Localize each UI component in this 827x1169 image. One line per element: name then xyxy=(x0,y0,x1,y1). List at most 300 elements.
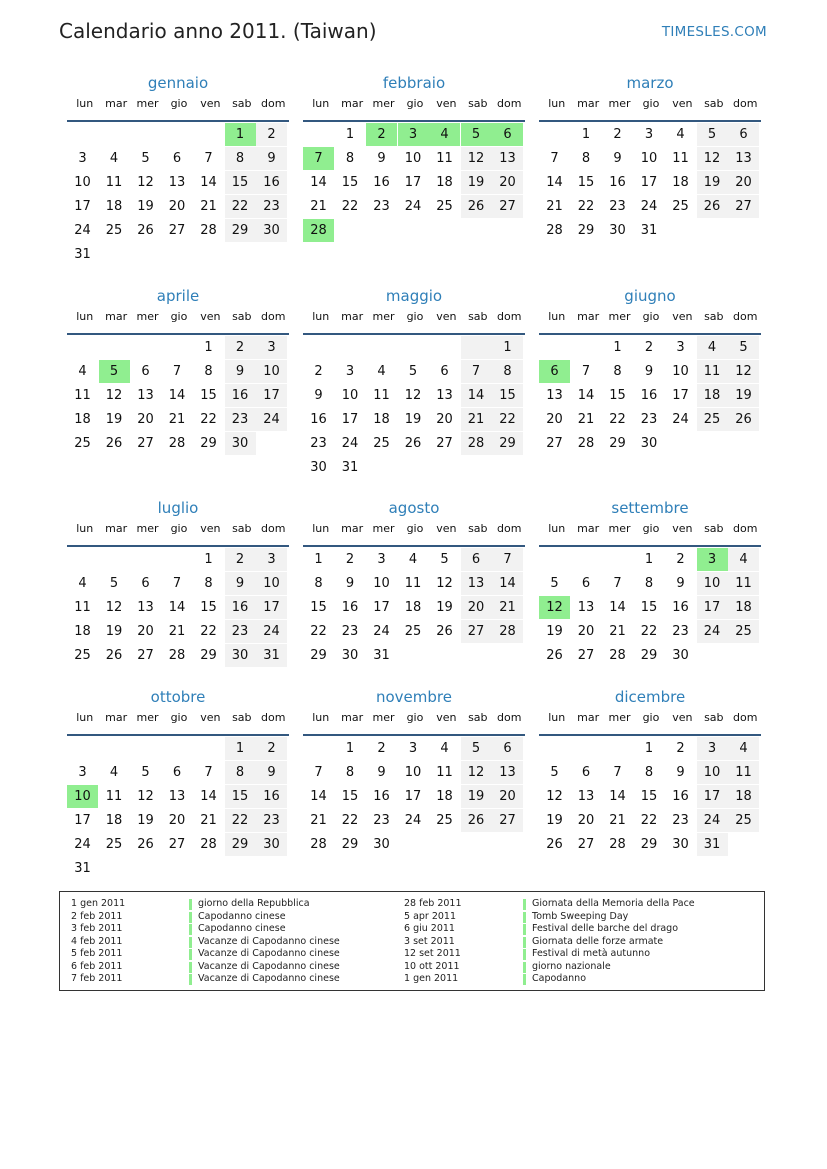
holiday-day: 12 xyxy=(539,596,570,619)
day-cell: 8 xyxy=(314,576,323,591)
day-cell: 19 xyxy=(105,412,123,427)
month-name: settembre xyxy=(611,499,689,517)
day-cell: 9 xyxy=(345,576,355,591)
weekday-label: gio xyxy=(642,310,660,323)
day-cell: 19 xyxy=(546,624,563,639)
day-cell: 24 xyxy=(697,809,728,832)
month-dicembre xyxy=(539,686,761,881)
weekday-label: sab xyxy=(468,522,488,535)
day-cell: 28 xyxy=(609,648,626,663)
day-cell: 18 xyxy=(697,384,728,407)
day-cell: 22 xyxy=(310,624,327,639)
legend-date: 7 feb 2011 xyxy=(71,973,123,984)
weekday-label: gio xyxy=(406,310,424,323)
weekday-label: mar xyxy=(577,310,600,323)
day-cell: 17 xyxy=(697,596,728,619)
day-cell: 18 xyxy=(404,600,422,615)
day-cell: 4 xyxy=(109,765,119,780)
day-cell: 25 xyxy=(404,624,422,639)
legend-color-marker xyxy=(189,949,192,960)
legend-date: 6 feb 2011 xyxy=(71,960,123,972)
day-cell: 23 xyxy=(672,624,689,639)
day-cell: 11 xyxy=(105,789,123,804)
day-cell: 27 xyxy=(168,223,186,238)
day-cell: 9 xyxy=(225,572,256,595)
day-cell: 4 xyxy=(440,741,449,756)
day-cell: 13 xyxy=(577,600,595,615)
day-cell: 23 xyxy=(256,195,287,218)
day-cell: 11 xyxy=(74,388,91,403)
day-cell: 8 xyxy=(204,364,213,379)
day-cell: 2 xyxy=(256,123,287,146)
day-cell: 15 xyxy=(577,175,595,190)
day-cell: 18 xyxy=(436,175,453,190)
day-cell: 23 xyxy=(672,813,689,828)
holiday-day: 28 xyxy=(303,219,334,242)
day-cell: 24 xyxy=(256,620,287,643)
day-cell: 26 xyxy=(105,648,123,663)
legend-date: 10 ott 2011 xyxy=(404,960,460,972)
day-cell: 3 xyxy=(697,737,728,760)
weekday-label: lun xyxy=(76,97,94,110)
day-cell: 14 xyxy=(310,789,327,804)
day-cell: 17 xyxy=(640,175,658,190)
day-cell: 15 xyxy=(609,388,626,403)
legend-holiday-name: Capodanno cinese xyxy=(198,910,286,922)
weekday-label: mer xyxy=(372,97,395,110)
day-cell: 1 xyxy=(644,741,654,756)
day-cell: 31 xyxy=(74,247,91,262)
weekday-label: sab xyxy=(468,310,488,323)
weekday-label: ven xyxy=(672,97,693,110)
day-cell: 16 xyxy=(672,789,689,804)
day-cell: 13 xyxy=(728,147,759,170)
day-cell: 6 xyxy=(492,737,523,760)
day-cell: 25 xyxy=(74,648,91,663)
day-cell: 15 xyxy=(492,384,523,407)
day-cell: 5 xyxy=(697,123,728,146)
weekday-label: mer xyxy=(608,711,631,724)
day-cell: 11 xyxy=(728,761,759,784)
day-cell: 12 xyxy=(137,789,154,804)
day-cell: 22 xyxy=(609,412,626,427)
weekday-label: lun xyxy=(76,711,94,724)
legend-date: 5 apr 2011 xyxy=(404,910,457,922)
weekday-label: ven xyxy=(436,711,457,724)
day-cell: 8 xyxy=(225,761,256,784)
day-cell: 20 xyxy=(168,813,186,828)
holiday-day: 10 xyxy=(67,785,98,808)
weekday-header xyxy=(303,94,525,122)
day-cell: 8 xyxy=(345,151,355,166)
day-cell: 20 xyxy=(137,412,154,427)
day-cell: 29 xyxy=(310,648,327,663)
holiday-day: 5 xyxy=(99,360,130,383)
day-cell: 4 xyxy=(109,151,119,166)
day-cell: 31 xyxy=(697,833,728,856)
weekday-header xyxy=(67,519,289,547)
day-cell: 21 xyxy=(577,412,595,427)
day-cell: 20 xyxy=(137,624,154,639)
day-cell: 27 xyxy=(492,809,523,832)
day-cell: 27 xyxy=(461,620,492,643)
legend-color-marker xyxy=(189,924,192,935)
weekday-label: dom xyxy=(733,310,758,323)
day-cell: 4 xyxy=(728,737,759,760)
day-cell: 15 xyxy=(225,785,256,808)
day-cell: 21 xyxy=(200,199,217,214)
legend-color-marker xyxy=(523,899,526,910)
day-cell: 11 xyxy=(436,765,453,780)
day-cell: 7 xyxy=(613,576,622,591)
legend-color-marker xyxy=(189,974,192,985)
day-cell: 25 xyxy=(697,408,728,431)
day-cell: 19 xyxy=(137,813,154,828)
day-cell: 5 xyxy=(141,765,150,780)
day-cell: 3 xyxy=(256,336,287,359)
day-cell: 23 xyxy=(310,436,327,451)
day-cell: 12 xyxy=(697,147,728,170)
day-cell: 22 xyxy=(640,624,658,639)
day-grid xyxy=(539,548,761,692)
day-cell: 30 xyxy=(609,223,626,238)
day-cell: 14 xyxy=(609,789,626,804)
day-cell: 2 xyxy=(225,336,256,359)
day-cell: 10 xyxy=(672,364,689,379)
day-cell: 12 xyxy=(436,576,453,591)
weekday-header xyxy=(303,307,525,335)
weekday-label: sab xyxy=(232,97,252,110)
legend-date: 3 feb 2011 xyxy=(71,923,123,934)
day-cell: 30 xyxy=(640,436,658,451)
day-cell: 27 xyxy=(137,436,154,451)
day-cell: 2 xyxy=(314,364,323,379)
weekday-label: dom xyxy=(497,522,522,535)
day-cell: 23 xyxy=(225,620,256,643)
day-cell: 1 xyxy=(225,737,256,760)
weekday-label: lun xyxy=(312,711,330,724)
weekday-header xyxy=(303,519,525,547)
day-cell: 11 xyxy=(728,572,759,595)
day-cell: 6 xyxy=(141,364,150,379)
weekday-label: lun xyxy=(548,522,566,535)
day-cell: 7 xyxy=(461,360,492,383)
weekday-label: mer xyxy=(136,97,159,110)
weekday-label: mar xyxy=(105,310,128,323)
day-cell: 21 xyxy=(609,813,626,828)
day-cell: 21 xyxy=(609,624,626,639)
day-cell: 9 xyxy=(256,761,287,784)
weekday-label: sab xyxy=(468,711,488,724)
day-cell: 18 xyxy=(672,175,689,190)
day-cell: 18 xyxy=(105,813,123,828)
day-cell: 23 xyxy=(609,199,626,214)
legend-color-marker xyxy=(189,937,192,948)
day-cell: 23 xyxy=(256,809,287,832)
day-cell: 31 xyxy=(373,648,390,663)
month-name: agosto xyxy=(388,499,440,517)
day-cell: 30 xyxy=(256,833,287,856)
day-cell: 19 xyxy=(461,785,492,808)
legend-holiday-name: Festival delle barche del drago xyxy=(532,923,679,934)
day-cell: 12 xyxy=(137,175,154,190)
day-grid xyxy=(67,737,289,881)
month-settembre xyxy=(539,497,761,692)
day-cell: 24 xyxy=(404,813,422,828)
weekday-label: gio xyxy=(642,97,660,110)
day-cell: 12 xyxy=(105,600,123,615)
day-cell: 31 xyxy=(341,460,359,475)
day-cell: 22 xyxy=(341,813,359,828)
day-cell: 3 xyxy=(676,340,685,355)
day-cell: 30 xyxy=(225,432,256,455)
legend-date: 2 feb 2011 xyxy=(71,910,123,922)
day-cell: 3 xyxy=(408,741,418,756)
day-cell: 29 xyxy=(640,837,658,852)
day-cell: 3 xyxy=(78,765,87,780)
day-cell: 6 xyxy=(440,364,449,379)
day-cell: 15 xyxy=(341,789,359,804)
weekday-label: dom xyxy=(733,97,758,110)
day-cell: 18 xyxy=(74,624,91,639)
day-cell: 5 xyxy=(461,737,492,760)
day-cell: 16 xyxy=(672,600,689,615)
day-cell: 14 xyxy=(168,388,186,403)
day-cell: 18 xyxy=(436,789,453,804)
day-cell: 16 xyxy=(373,789,390,804)
day-cell: 3 xyxy=(345,364,355,379)
month-agosto xyxy=(303,497,525,692)
day-cell: 4 xyxy=(78,364,87,379)
weekday-label: mer xyxy=(136,310,159,323)
day-cell: 17 xyxy=(404,175,422,190)
weekday-label: lun xyxy=(548,310,566,323)
day-cell: 6 xyxy=(581,765,591,780)
day-cell: 14 xyxy=(577,388,595,403)
day-cell: 8 xyxy=(492,360,523,383)
month-name: marzo xyxy=(626,74,674,92)
day-cell: 11 xyxy=(436,151,453,166)
day-cell: 3 xyxy=(377,552,386,567)
day-cell: 19 xyxy=(436,600,453,615)
day-cell: 16 xyxy=(310,412,327,427)
day-cell: 4 xyxy=(676,127,685,142)
day-cell: 6 xyxy=(581,576,591,591)
day-cell: 29 xyxy=(640,648,658,663)
day-cell: 30 xyxy=(341,648,359,663)
legend-holiday-name: Tomb Sweeping Day xyxy=(532,910,629,922)
day-cell: 29 xyxy=(492,432,523,455)
legend-color-marker xyxy=(189,899,192,910)
day-cell: 15 xyxy=(640,789,658,804)
day-cell: 7 xyxy=(172,364,182,379)
legend-date: 6 giu 2011 xyxy=(404,923,455,934)
day-cell: 14 xyxy=(200,175,217,190)
weekday-label: lun xyxy=(312,97,330,110)
weekday-label: ven xyxy=(200,522,221,535)
month-name: novembre xyxy=(376,688,452,706)
day-cell: 21 xyxy=(200,813,217,828)
day-cell: 22 xyxy=(577,199,595,214)
day-cell: 12 xyxy=(728,360,759,383)
day-cell: 22 xyxy=(341,199,359,214)
day-cell: 10 xyxy=(256,572,287,595)
day-cell: 24 xyxy=(404,199,422,214)
day-cell: 6 xyxy=(141,576,150,591)
day-cell: 1 xyxy=(581,127,591,142)
weekday-label: sab xyxy=(704,711,724,724)
day-cell: 20 xyxy=(461,596,492,619)
day-cell: 31 xyxy=(74,861,91,876)
day-cell: 21 xyxy=(461,408,492,431)
day-cell: 2 xyxy=(377,741,386,756)
weekday-label: gio xyxy=(642,711,660,724)
day-cell: 9 xyxy=(377,765,386,780)
legend-color-marker xyxy=(523,974,526,985)
weekday-label: mar xyxy=(105,522,128,535)
day-cell: 2 xyxy=(256,737,287,760)
month-febbraio xyxy=(303,72,525,267)
day-cell: 16 xyxy=(609,175,626,190)
holiday-day: 2 xyxy=(366,123,397,146)
weekday-label: ven xyxy=(672,310,693,323)
day-cell: 18 xyxy=(728,596,759,619)
weekday-label: sab xyxy=(468,97,488,110)
day-cell: 9 xyxy=(676,576,685,591)
day-cell: 22 xyxy=(200,412,217,427)
weekday-label: mar xyxy=(341,711,364,724)
day-cell: 9 xyxy=(225,360,256,383)
day-cell: 14 xyxy=(168,600,186,615)
weekday-label: dom xyxy=(497,310,522,323)
legend-date: 5 feb 2011 xyxy=(71,948,123,959)
day-cell: 3 xyxy=(644,127,654,142)
day-cell: 8 xyxy=(225,147,256,170)
day-cell: 24 xyxy=(373,624,390,639)
day-cell: 20 xyxy=(728,171,759,194)
weekday-label: gio xyxy=(170,711,188,724)
day-cell: 2 xyxy=(225,548,256,571)
day-cell: 27 xyxy=(546,436,563,451)
day-cell: 24 xyxy=(640,199,658,214)
day-cell: 12 xyxy=(105,388,123,403)
weekday-label: mar xyxy=(105,711,128,724)
day-cell: 17 xyxy=(697,785,728,808)
day-cell: 29 xyxy=(225,219,256,242)
day-cell: 8 xyxy=(204,576,213,591)
day-grid xyxy=(303,123,525,267)
day-cell: 23 xyxy=(373,813,390,828)
day-cell: 19 xyxy=(461,171,492,194)
day-cell: 22 xyxy=(640,813,658,828)
day-grid xyxy=(303,336,525,480)
weekday-label: mer xyxy=(136,522,159,535)
day-cell: 15 xyxy=(640,600,658,615)
legend-holiday-name: Giornata della Memoria della Pace xyxy=(532,898,695,909)
weekday-label: ven xyxy=(200,97,221,110)
day-cell: 15 xyxy=(341,175,359,190)
legend-color-marker xyxy=(189,962,192,973)
day-cell: 4 xyxy=(377,364,386,379)
weekday-label: sab xyxy=(704,97,724,110)
day-cell: 23 xyxy=(640,412,658,427)
weekday-label: ven xyxy=(672,711,693,724)
day-cell: 23 xyxy=(225,408,256,431)
legend-date: 4 feb 2011 xyxy=(71,935,123,947)
day-cell: 28 xyxy=(461,432,492,455)
day-cell: 19 xyxy=(546,813,563,828)
day-cell: 7 xyxy=(172,576,182,591)
month-name: febbraio xyxy=(382,74,446,92)
day-cell: 17 xyxy=(74,199,91,214)
day-grid xyxy=(539,336,761,480)
month-name: dicembre xyxy=(614,688,686,706)
day-cell: 27 xyxy=(577,837,595,852)
weekday-label: lun xyxy=(312,522,330,535)
weekday-label: mer xyxy=(372,310,395,323)
weekday-label: lun xyxy=(548,97,566,110)
weekday-label: ven xyxy=(436,522,457,535)
holiday-day: 3 xyxy=(697,548,728,571)
day-cell: 4 xyxy=(697,336,728,359)
day-cell: 4 xyxy=(728,548,759,571)
holiday-legend xyxy=(59,891,765,991)
day-cell: 30 xyxy=(373,837,390,852)
weekday-label: gio xyxy=(406,97,424,110)
day-cell: 26 xyxy=(728,408,759,431)
day-cell: 13 xyxy=(492,761,523,784)
holiday-day: 1 xyxy=(225,123,256,146)
day-cell: 28 xyxy=(168,648,186,663)
day-cell: 29 xyxy=(225,833,256,856)
day-cell: 1 xyxy=(345,741,355,756)
day-grid xyxy=(67,123,289,267)
weekday-label: dom xyxy=(497,711,522,724)
day-cell: 18 xyxy=(105,199,123,214)
day-cell: 10 xyxy=(373,576,390,591)
day-cell: 16 xyxy=(225,384,256,407)
day-cell: 29 xyxy=(609,436,626,451)
legend-date: 12 set 2011 xyxy=(404,948,461,959)
day-cell: 14 xyxy=(492,572,523,595)
legend-holiday-name: giorno della Repubblica xyxy=(198,898,310,909)
brand-logo-text[interactable]: TIMESLES.COM xyxy=(661,24,767,40)
day-cell: 25 xyxy=(436,813,453,828)
day-cell: 26 xyxy=(461,809,492,832)
day-cell: 6 xyxy=(172,151,182,166)
legend-color-marker xyxy=(523,924,526,935)
day-cell: 11 xyxy=(373,388,390,403)
weekday-header xyxy=(539,519,761,547)
weekend-blank xyxy=(461,336,492,359)
day-cell: 9 xyxy=(314,388,323,403)
day-cell: 27 xyxy=(137,648,154,663)
weekday-label: mar xyxy=(341,310,364,323)
weekday-label: ven xyxy=(436,97,457,110)
weekday-label: gio xyxy=(170,310,188,323)
day-cell: 9 xyxy=(377,151,386,166)
day-cell: 19 xyxy=(697,171,728,194)
day-cell: 16 xyxy=(256,171,287,194)
day-cell: 17 xyxy=(672,388,689,403)
holiday-day: 4 xyxy=(429,123,460,146)
weekday-label: gio xyxy=(642,522,660,535)
day-cell: 22 xyxy=(225,195,256,218)
day-cell: 8 xyxy=(345,765,355,780)
weekday-label: sab xyxy=(232,522,252,535)
weekday-label: gio xyxy=(406,522,424,535)
day-cell: 29 xyxy=(577,223,595,238)
